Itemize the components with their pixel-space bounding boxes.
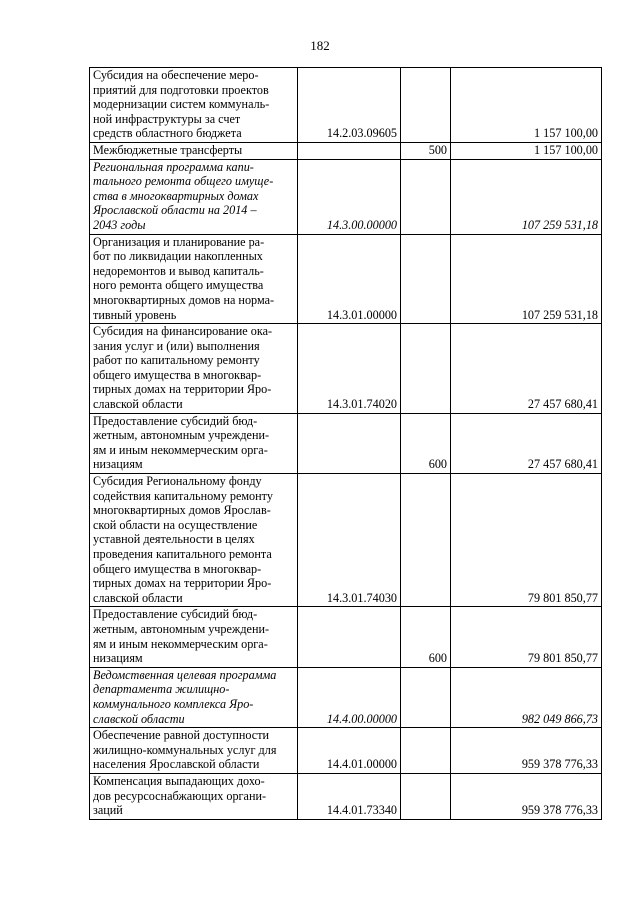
expense-type-cell (401, 728, 451, 774)
amount-cell: 27 457 680,41 (451, 413, 602, 473)
item-name-line: уставной деятельности в целях (93, 532, 255, 547)
item-name-line: ям и иным некоммерческим орга- (93, 636, 268, 651)
item-name-line: жилищно-коммунальных услуг для (93, 742, 277, 757)
item-name-cell (90, 773, 298, 819)
budget-table (89, 67, 602, 820)
table-row (90, 474, 602, 607)
table-row (90, 728, 602, 774)
item-name-cell (90, 234, 298, 324)
item-name-cell (90, 68, 298, 143)
expense-type-cell (401, 324, 451, 414)
amount-cell: 1 157 100,00 (451, 142, 602, 159)
item-name-line: славской области (93, 397, 183, 412)
expense-type-cell (401, 234, 451, 324)
expense-type-cell: 500 (401, 142, 451, 159)
item-name-line: жетным, автономным учреждени- (93, 428, 270, 443)
item-name-line: работ по капитальному ремонту (93, 353, 260, 368)
table-row (90, 607, 602, 667)
item-name-line: модернизации систем коммуналь- (93, 97, 270, 112)
target-article-cell (298, 413, 401, 473)
expense-type-cell (401, 773, 451, 819)
item-name-line: тивный уровень (93, 307, 177, 322)
item-name-line: ного ремонта общего имущества (93, 278, 264, 293)
item-name-line: тирных домах на территории Яро- (93, 576, 272, 591)
item-name-line: Обеспечение равной доступности (93, 728, 270, 743)
item-name-line: дов ресурсоснабжающих органи- (93, 788, 267, 803)
item-name-line: многоквартирных домов Ярослав- (93, 503, 271, 518)
item-name-line: славской области (93, 590, 183, 605)
item-name-line: Субсидия на финансирование ока- (93, 324, 273, 339)
expense-type-cell (401, 159, 451, 234)
item-name-line: ной инфраструктуры за счет (93, 111, 241, 126)
amount-cell: 27 457 680,41 (451, 324, 602, 414)
item-name-cell (90, 142, 298, 159)
table-row (90, 68, 602, 143)
table-row (90, 413, 602, 473)
amount-cell: 107 259 531,18 (451, 159, 602, 234)
expense-type-cell: 600 (401, 413, 451, 473)
item-name-line: жетным, автономным учреждени- (93, 621, 270, 636)
item-name-line: низациям (93, 457, 143, 472)
item-name-line: общего имущества в многоквар- (93, 367, 262, 382)
amount-cell: 982 049 866,73 (451, 667, 602, 727)
item-name-line: Организация и планирование ра- (93, 234, 265, 249)
target-article-cell: 14.4.00.00000 (298, 667, 401, 727)
item-name-line: проведения капитального ремонта (93, 547, 272, 561)
item-name-line: ям и иным некоммерческим орга- (93, 442, 268, 457)
item-name-line: зания услуг и (или) выполнения (93, 338, 260, 353)
expense-type-cell (401, 667, 451, 727)
item-name-line: департамента жилищно- (93, 682, 230, 697)
item-name-cell (90, 607, 298, 667)
item-name-cell (90, 474, 298, 607)
item-name-line: приятий для подготовки проектов (93, 82, 269, 97)
item-name-line: недоремонтов и вывод капиталь- (93, 263, 264, 278)
expense-type-cell: 600 (401, 607, 451, 667)
table-row (90, 234, 602, 324)
item-name-line: Компенсация выпадающих дохо- (93, 773, 265, 788)
target-article-cell: 14.3.01.74020 (298, 324, 401, 414)
item-name-line: ской области на осуществление (93, 517, 258, 532)
target-article-cell: 14.3.01.00000 (298, 234, 401, 324)
amount-cell: 1 157 100,00 (451, 68, 602, 143)
item-name-line: Субсидия на обеспечение меро- (93, 68, 259, 82)
item-name-line: Ярославской области на 2014 – (93, 203, 257, 218)
item-name-cell (90, 413, 298, 473)
table-row (90, 667, 602, 727)
item-name-cell (90, 324, 298, 414)
target-article-cell (298, 142, 401, 159)
target-article-cell: 14.4.01.00000 (298, 728, 401, 774)
item-name-line: содействия капитальному ремонту (93, 488, 273, 503)
item-name-line: заций (93, 803, 123, 818)
table-row (90, 324, 602, 414)
table-row (90, 142, 602, 159)
item-name-line: коммунального комплекса Яро- (93, 696, 254, 711)
item-name-cell (90, 667, 298, 727)
target-article-cell (298, 607, 401, 667)
target-article-cell: 14.4.01.73340 (298, 773, 401, 819)
page-number: 182 (310, 38, 330, 53)
amount-cell: 959 378 776,33 (451, 773, 602, 819)
item-name-line: тального ремонта общего имуще- (93, 174, 274, 189)
item-name-line: Субсидия Региональному фонду (93, 474, 262, 489)
amount-cell: 79 801 850,77 (451, 474, 602, 607)
item-name-line: бот по ликвидации накопленных (93, 249, 263, 264)
table-row (90, 773, 602, 819)
budget-table-body (90, 68, 602, 820)
item-name-cell (90, 728, 298, 774)
table-row (90, 159, 602, 234)
item-name-line: низациям (93, 651, 143, 666)
item-name-line: Предоставление субсидий бюд- (93, 413, 258, 428)
item-name-line: Региональная программа капи- (93, 159, 254, 174)
item-name-line: славской области (93, 711, 185, 726)
target-article-cell: 14.3.01.74030 (298, 474, 401, 607)
target-article-cell: 14.3.00.00000 (298, 159, 401, 234)
item-name-line: населения Ярославской области (93, 757, 260, 772)
item-name-line: средств областного бюджета (93, 126, 242, 141)
amount-cell: 107 259 531,18 (451, 234, 602, 324)
item-name-line: многоквартирных домов на норма- (93, 292, 275, 307)
item-name-line: Межбюджетные трансферты (93, 142, 243, 157)
item-name-line: Предоставление субсидий бюд- (93, 607, 258, 622)
expense-type-cell (401, 68, 451, 143)
item-name-line: общего имущества в многоквар- (93, 561, 262, 576)
item-name-line: ства в многоквартирных домах (93, 188, 259, 203)
expense-type-cell (401, 474, 451, 607)
item-name-line: 2043 годы (93, 217, 146, 232)
item-name-line: тирных домах на территории Яро- (93, 382, 272, 397)
target-article-cell: 14.2.03.09605 (298, 68, 401, 143)
amount-cell: 79 801 850,77 (451, 607, 602, 667)
item-name-cell (90, 159, 298, 234)
item-name-line: Ведомственная целевая программа (93, 667, 277, 682)
amount-cell: 959 378 776,33 (451, 728, 602, 774)
